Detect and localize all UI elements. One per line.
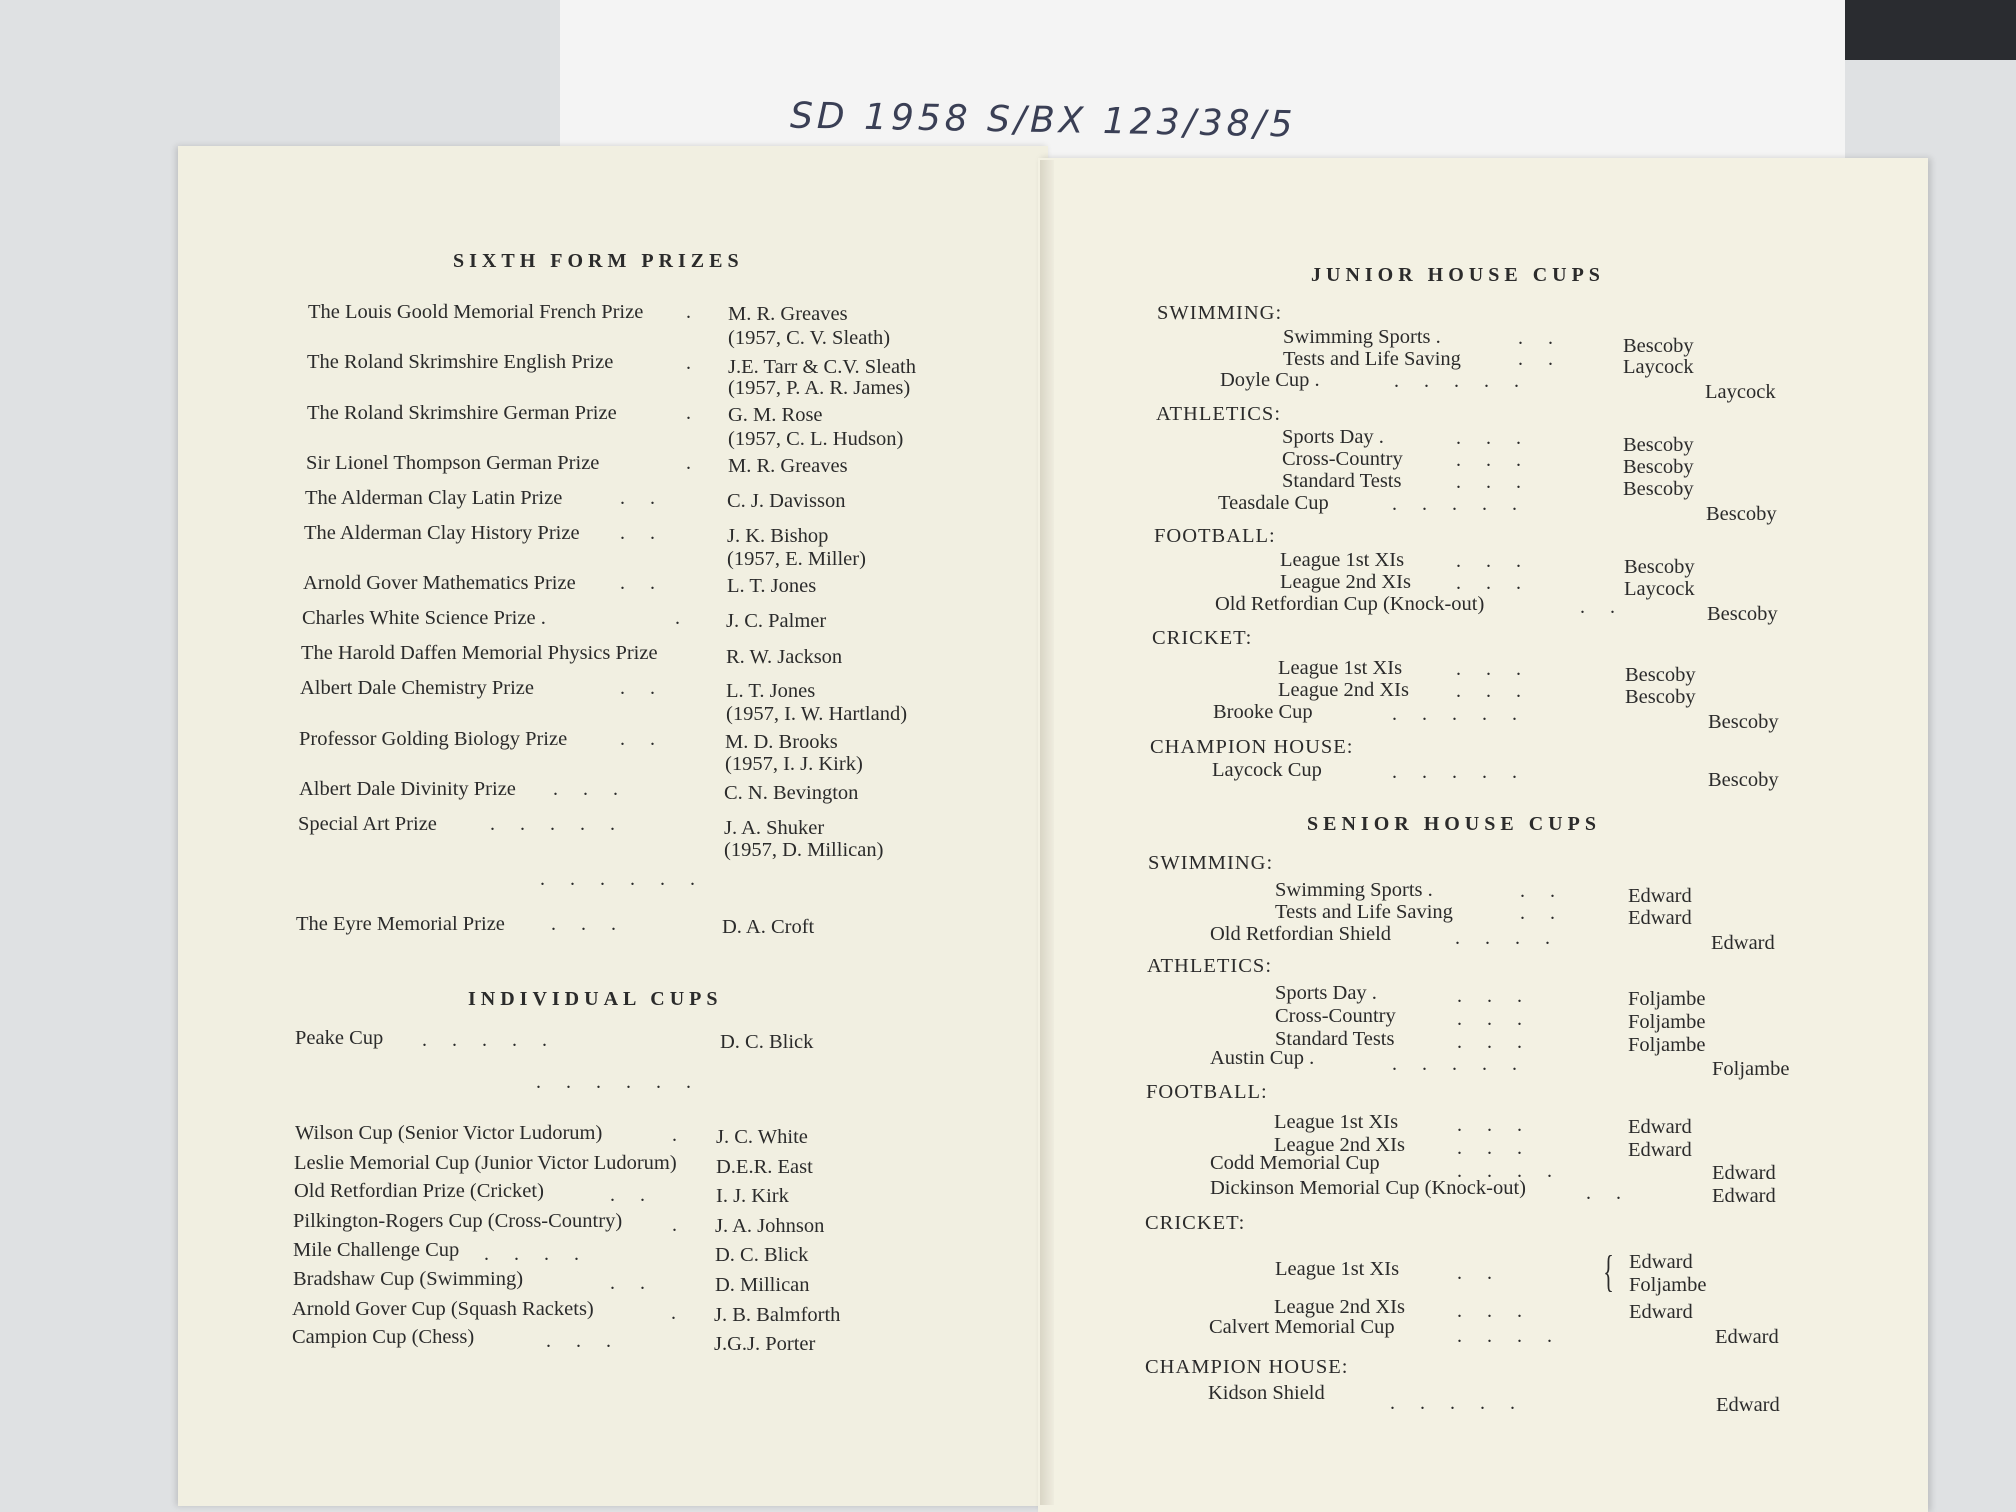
leader-dots: . . . . . (490, 813, 615, 835)
leader-dots: . (686, 452, 691, 474)
leader-dots: . . . . . (1392, 1053, 1517, 1075)
leader-dots: . . . (1456, 427, 1521, 449)
leader-dots: . . . (1456, 658, 1521, 680)
house-name: Edward (1628, 1116, 1692, 1138)
leader-dots: . (672, 1214, 677, 1236)
section-label: CHAMPION HOUSE: (1150, 736, 1354, 758)
section-label: CRICKET: (1145, 1212, 1246, 1234)
leader-dots: . (672, 1124, 677, 1146)
background-corner (1845, 0, 2016, 60)
section-label: SWIMMING: (1157, 302, 1283, 324)
prize-winner: J. A. Shuker (724, 817, 825, 839)
cup-winner: I. J. Kirk (716, 1185, 789, 1207)
event-name: League 1st XIs (1275, 1258, 1400, 1280)
cup-name: Leslie Memorial Cup (Junior Victor Ludorum) (294, 1152, 677, 1174)
leader-dots: . . . . . (1392, 703, 1517, 725)
cup-name: Bradshaw Cup (Swimming) (293, 1268, 524, 1290)
house-name: Foljambe (1628, 1034, 1706, 1056)
leader-dots: . (686, 352, 691, 374)
house-name: Bescoby (1708, 769, 1779, 791)
leader-dots: . . (1520, 880, 1555, 902)
cup-winner: D. C. Blick (720, 1031, 814, 1053)
event-name: Tests and Life Saving (1283, 348, 1461, 370)
leader-dots: . . (620, 728, 655, 750)
cup-name: Old Retfordian Shield (1210, 923, 1392, 945)
house-name: Bescoby (1625, 686, 1696, 708)
cup-name: Arnold Gover Cup (Squash Rackets) (292, 1298, 594, 1320)
cup-name: Kidson Shield (1208, 1382, 1325, 1404)
prize-winner: M. R. Greaves (728, 303, 848, 325)
house-name: Edward (1711, 932, 1775, 954)
section-label: FOOTBALL: (1146, 1081, 1268, 1103)
prize-winner: M. R. Greaves (728, 455, 848, 477)
leader-dots: . . (1457, 1262, 1492, 1284)
archive-reference-annotation: SD 1958 S/BX 123/38/5 (789, 95, 1297, 146)
prize-winner: D. A. Croft (722, 916, 815, 938)
house-name: Edward (1715, 1326, 1779, 1348)
leader-dots: . . . . . (1392, 761, 1517, 783)
event-name: League 2nd XIs (1274, 1296, 1405, 1318)
section-label: CRICKET: (1152, 627, 1253, 649)
house-name: Laycock (1705, 381, 1776, 403)
event-name: Swimming Sports . (1275, 879, 1433, 901)
leader-dots: . . . (551, 913, 616, 935)
leader-dots: . . . (1456, 471, 1521, 493)
prize-winner: J.E. Tarr & C.V. Sleath (728, 356, 916, 378)
house-name: Edward (1628, 907, 1692, 929)
prize-winner: G. M. Rose (728, 404, 823, 426)
individual-cups-heading: INDIVIDUAL CUPS (468, 988, 723, 1010)
prior-winner: (1957, E. Miller) (727, 548, 866, 570)
event-name: Sports Day . (1275, 982, 1377, 1004)
separator-dots: . . . . . . (540, 868, 705, 890)
prize-name: Special Art Prize (298, 813, 437, 835)
leader-dots: . . . (1457, 985, 1522, 1007)
house-name: Edward (1716, 1394, 1780, 1416)
prior-winner: (1957, D. Millican) (724, 839, 884, 861)
leader-dots: . . . (1456, 680, 1521, 702)
leader-dots: . . (620, 487, 655, 509)
event-name: Cross-Country (1282, 448, 1403, 470)
leader-dots: . . (620, 522, 655, 544)
cup-name: Teasdale Cup (1218, 492, 1329, 514)
prize-name: The Alderman Clay Latin Prize (305, 487, 563, 509)
leader-dots: . . (1586, 1182, 1621, 1204)
cup-name: Old Retfordian Prize (Cricket) (294, 1180, 544, 1202)
cup-winner: D. Millican (715, 1274, 810, 1296)
house-name: Foljambe (1628, 988, 1706, 1010)
prize-winner: C. N. Bevington (724, 782, 859, 804)
prize-name: The Harold Daffen Memorial Physics Prize (301, 642, 658, 664)
event-name: Cross-Country (1275, 1005, 1396, 1027)
event-name: League 1st XIs (1274, 1111, 1399, 1133)
house-name: Bescoby (1623, 434, 1694, 456)
prize-winner: C. J. Davisson (727, 490, 846, 512)
event-name: Standard Tests (1275, 1028, 1395, 1050)
prize-name: The Roland Skrimshire German Prize (307, 402, 617, 424)
event-name: League 2nd XIs (1274, 1134, 1405, 1156)
prize-winner: J. C. Palmer (726, 610, 827, 632)
leader-dots: . . . . . (422, 1029, 547, 1051)
prize-winner: L. T. Jones (726, 680, 816, 702)
prize-name: Sir Lionel Thompson German Prize (306, 452, 600, 474)
cup-name: Austin Cup . (1210, 1047, 1315, 1069)
section-label: ATHLETICS: (1156, 403, 1282, 425)
house-name: Bescoby (1707, 603, 1778, 625)
house-name: Bescoby (1624, 556, 1695, 578)
cup-name: Doyle Cup . (1220, 369, 1320, 391)
leader-dots: . (686, 301, 691, 323)
prize-winner: M. D. Brooks (725, 731, 838, 753)
leader-dots: . . . (553, 778, 618, 800)
event-name: League 1st XIs (1278, 657, 1403, 679)
leader-dots: . . . (1457, 1008, 1522, 1030)
prize-winner: L. T. Jones (727, 575, 817, 597)
leader-dots: . . (1518, 348, 1553, 370)
leader-dots: . . . (1457, 1031, 1522, 1053)
leader-dots: . . . (1456, 572, 1521, 594)
cup-name: Codd Memorial Cup (1210, 1152, 1380, 1174)
junior-house-cups-heading: JUNIOR HOUSE CUPS (1311, 264, 1605, 286)
prior-winner: (1957, I. W. Hartland) (726, 703, 908, 725)
house-name: Foljambe (1629, 1274, 1707, 1296)
senior-house-cups-heading: SENIOR HOUSE CUPS (1307, 813, 1601, 835)
prior-winner: (1957, P. A. R. James) (728, 377, 911, 399)
cup-winner: J. A. Johnson (715, 1215, 825, 1237)
event-name: Standard Tests (1282, 470, 1402, 492)
prize-name: The Roland Skrimshire English Prize (307, 351, 614, 373)
event-name: Sports Day . (1282, 426, 1384, 448)
cup-name: Brooke Cup (1213, 701, 1313, 723)
leader-dots: . . (1520, 902, 1555, 924)
house-name: Edward (1712, 1185, 1776, 1207)
leader-dots: . . (620, 572, 655, 594)
section-label: FOOTBALL: (1154, 525, 1276, 547)
prize-name: Professor Golding Biology Prize (299, 728, 568, 750)
prize-name: The Eyre Memorial Prize (296, 913, 505, 935)
house-name: Edward (1629, 1301, 1693, 1323)
prize-winner: R. W. Jackson (726, 646, 843, 668)
house-name: Bescoby (1708, 711, 1779, 733)
event-name: League 2nd XIs (1278, 679, 1409, 701)
cup-name: Pilkington-Rogers Cup (Cross-Country) (293, 1210, 623, 1232)
prize-name: Albert Dale Divinity Prize (299, 778, 516, 800)
section-label: SWIMMING: (1148, 852, 1274, 874)
event-name: League 2nd XIs (1280, 571, 1411, 593)
house-name: Edward (1628, 1139, 1692, 1161)
leader-dots: . . . . . (1394, 370, 1519, 392)
house-name: Bescoby (1623, 478, 1694, 500)
leader-dots: . . . (546, 1330, 611, 1352)
leader-dots: . . . (1457, 1300, 1522, 1322)
leader-dots: . . . . (484, 1243, 579, 1265)
leader-dots: . . (610, 1184, 645, 1206)
prize-winner: J. K. Bishop (727, 525, 829, 547)
cup-name: Peake Cup (295, 1027, 384, 1049)
house-name: Foljambe (1712, 1058, 1790, 1080)
prize-name: Arnold Gover Mathematics Prize (303, 572, 576, 594)
separator-dots: . . . . . . (536, 1071, 701, 1093)
leader-dots: . . . . (1457, 1325, 1552, 1347)
event-name: Tests and Life Saving (1275, 901, 1453, 923)
cup-name: Dickinson Memorial Cup (Knock-out) (1210, 1177, 1526, 1199)
house-name: Edward (1628, 885, 1692, 907)
cup-name: Calvert Memorial Cup (1209, 1316, 1395, 1338)
house-name: Bescoby (1625, 664, 1696, 686)
leader-dots: . . . (1456, 449, 1521, 471)
leader-dots: . . . . . (1392, 493, 1517, 515)
cup-winner: J.G.J. Porter (714, 1333, 816, 1355)
cup-winner: J. B. Balmforth (714, 1304, 841, 1326)
leader-dots: . . (620, 677, 655, 699)
leader-dots: . (620, 607, 680, 629)
prior-winner: (1957, I. J. Kirk) (725, 753, 863, 775)
house-name: Edward (1629, 1251, 1693, 1273)
leader-dots: . . (1580, 596, 1615, 618)
house-name: Bescoby (1623, 335, 1694, 357)
leader-dots: . . (610, 1272, 645, 1294)
section-label: CHAMPION HOUSE: (1145, 1356, 1349, 1378)
cup-name: Mile Challenge Cup (293, 1239, 460, 1261)
house-name: Bescoby (1623, 456, 1694, 478)
leader-dots: . . (1518, 327, 1553, 349)
sixth-form-heading: SIXTH FORM PRIZES (453, 250, 744, 272)
cup-winner: D.E.R. East (716, 1156, 813, 1178)
house-name: Bescoby (1706, 503, 1777, 525)
leader-dots: . (686, 402, 691, 424)
cup-name: Laycock Cup (1212, 759, 1322, 781)
prize-name: The Alderman Clay History Prize (304, 522, 580, 544)
house-name: Foljambe (1628, 1011, 1706, 1033)
leader-dots: . . . . . (1390, 1392, 1515, 1414)
leader-dots: . . . . (1455, 927, 1550, 949)
house-name: Laycock (1623, 356, 1694, 378)
event-name: Swimming Sports . (1283, 326, 1441, 348)
section-label: ATHLETICS: (1147, 955, 1273, 977)
cup-winner: D. C. Blick (715, 1244, 809, 1266)
leader-dots: . . . . (1457, 1160, 1552, 1182)
prize-name: Albert Dale Chemistry Prize (300, 677, 534, 699)
book-gutter (1040, 160, 1054, 1505)
leader-dots: . (671, 1302, 676, 1324)
cup-name: Campion Cup (Chess) (292, 1326, 475, 1348)
leader-dots: . . . (1456, 550, 1521, 572)
cup-name: Wilson Cup (Senior Victor Ludorum) (295, 1122, 603, 1144)
prize-name: The Louis Goold Memorial French Prize (308, 301, 644, 323)
leader-dots: . . . (1457, 1137, 1522, 1159)
cup-winner: J. C. White (716, 1126, 808, 1148)
cup-name: Old Retfordian Cup (Knock-out) (1215, 593, 1485, 615)
event-name: League 1st XIs (1280, 549, 1405, 571)
prior-winner: (1957, C. L. Hudson) (728, 428, 904, 450)
prior-winner: (1957, C. V. Sleath) (728, 327, 891, 349)
house-name: Edward (1712, 1162, 1776, 1184)
house-name: Laycock (1624, 578, 1695, 600)
leader-dots: . . . (1457, 1114, 1522, 1136)
brace-icon: { (1603, 1247, 1614, 1296)
prize-name: Charles White Science Prize . (302, 607, 546, 629)
